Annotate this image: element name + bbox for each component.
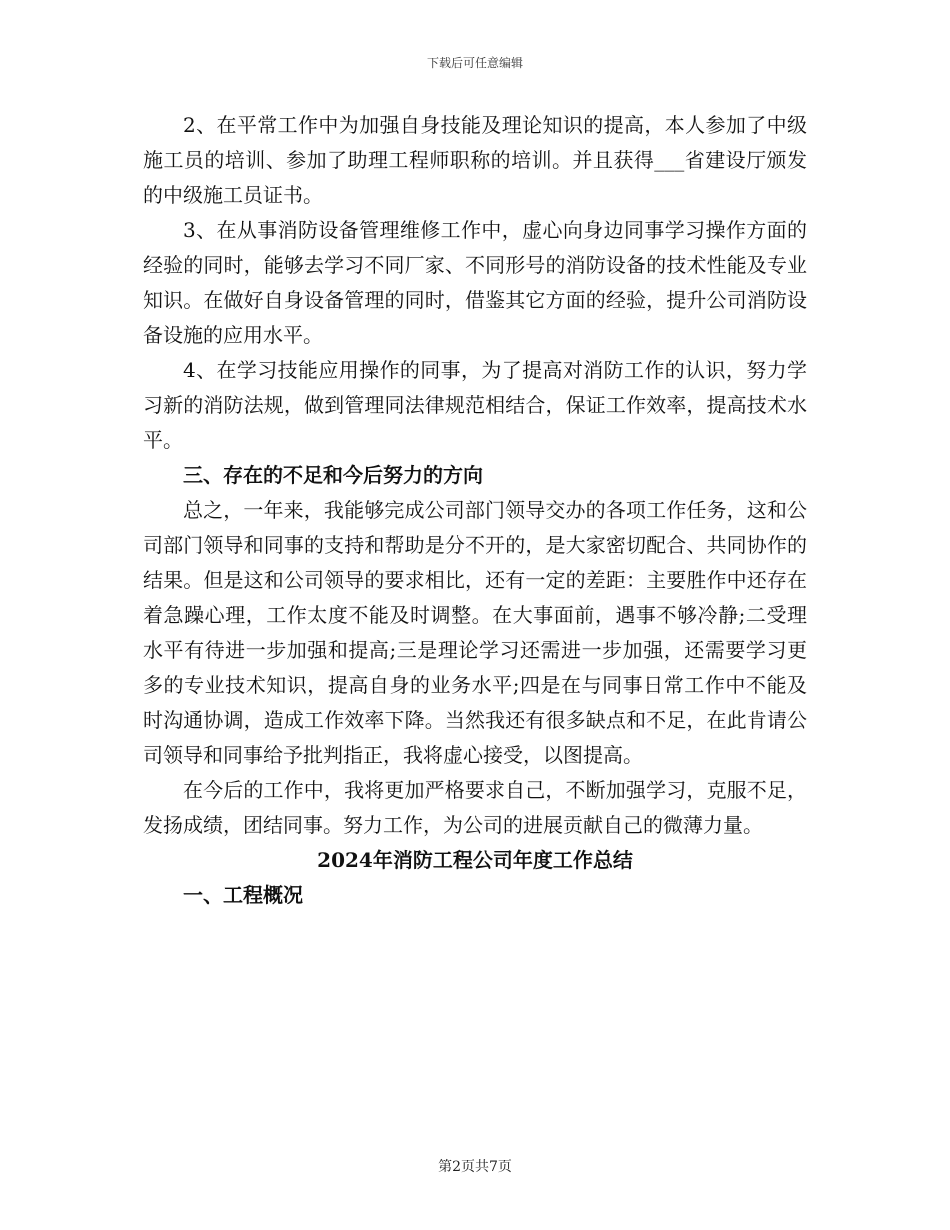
section-heading-overview: 一、工程概况 [183,883,303,907]
paragraph-item-3: 3、在从事消防设备管理维修工作中，虚心向身边同事学习操作方面的经验的同时，能够去学习不同厂家、不同形号的消防设备的技术性能及专业知识。在做好自身设备管理的同时，借鉴其它方面的经验，提升公司消防设备设施的应用水平。 [143,218,807,347]
paragraph-future: 在今后的工作中，我将更加严格要求自己，不断加强学习，克服不足，发扬成绩，团结同事。努力工作，为公司的进展贡献自己的微薄力量。 [143,778,807,837]
page-header: 下载后可任意编辑 [426,56,523,70]
paragraph-item-4: 4、在学习技能应用操作的同事，为了提高对消防工作的认识，努力学习新的消防法规，做到管理同法律规范相结合，保证工作效率，提高技术水平。 [143,358,807,452]
paragraph-item-2: 2、在平常工作中为加强自身技能及理论知识的提高，本人参加了中级施工员的培训、参加了助理工程师职称的培训。并且获得___省建设厅颁发的中级施工员证书。 [143,113,807,207]
page-footer: 第2页共7页 [438,1159,512,1175]
paragraph-summary: 总之，一年来，我能够完成公司部门领导交办的各项工作任务，这和公司部门领导和同事的支持和帮助是分不开的，是大家密切配合、共同协作的结果。但是这和公司领导的要求相比，还有一定的差距：主要胜作中还存在着急躁心理，工作太度不能及时调整。在大事面前，遇事不够冷静;二受理水平有待进一步加强和提高;三是理论学习还需进一步加强，还需要学习更多的专业技术知识，提高自身的业务水平;四是在与同事日常工作中不能及时沟通协调，造成工作效率下降。当然我还有很多缺点和不足，在此肯请公司领导和同事给予批判指正，我将虚心接受，以图提高。 [143,498,807,767]
document-body [143,108,807,913]
section-heading-shortcomings: 三、存在的不足和今后努力的方向 [183,463,483,487]
document-title: 2024年消防工程公司年度工作总结 [317,848,633,872]
